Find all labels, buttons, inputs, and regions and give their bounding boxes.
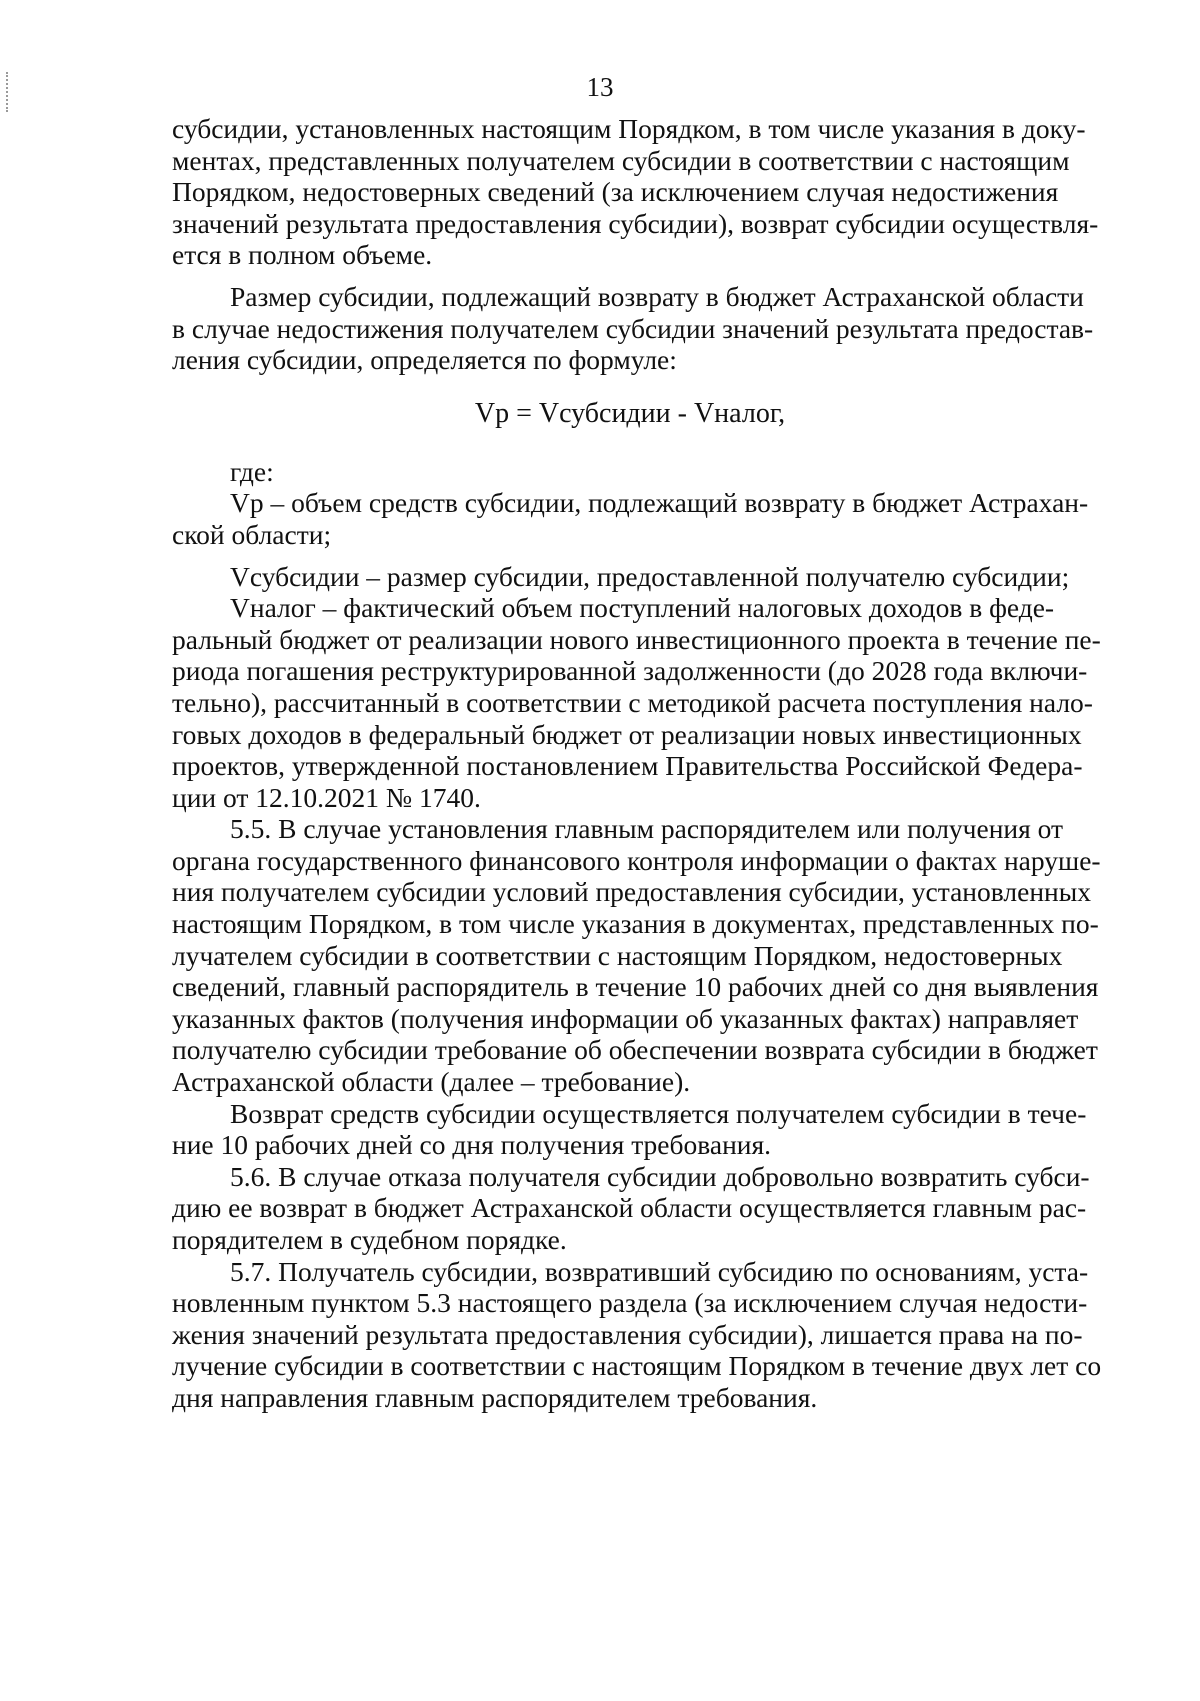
text-line: получателю субсидии требование об обеспечении возврата субсидии в бюджет [172,1034,1098,1066]
text-line: сведений, главный распорядитель в течение 10 рабочих дней со дня выявления [172,971,1099,1003]
text-line: 5.7. Получатель субсидии, возвративший субсидию по основаниям, уста- [230,1255,1089,1287]
text-line: значений результата предоставления субсидии), возврат субсидии осуществля- [172,207,1099,239]
text-line: новленным пунктом 5.3 настоящего раздела (за исключением случая недости- [172,1287,1088,1319]
formula: Vр = Vсубсидии - Vналог, [474,397,786,429]
definition-vsubsidy [172,560,1070,593]
paragraph-return-period [172,1097,1087,1161]
text-line: 5.6. В случае отказа получателя субсидии добровольно возвратить субси- [230,1160,1090,1192]
text-line: ской области; [172,518,332,550]
text-line: Порядком, недостоверных сведений (за исключением случая недостижения [172,176,1059,208]
paragraph-refund-size [172,280,1094,376]
definition-vr [172,487,1089,550]
text-line: Vналог – фактический объем поступлений налоговых доходов в феде- [230,592,1055,624]
text-line: ется в полном объеме. [172,239,433,271]
paragraph-5-7 [172,1255,1102,1414]
text-line: настоящим Порядком, в том числе указания в документах, представленных по- [172,908,1099,940]
text-line: органа государственного финансового контроля информации о фактах наруше- [172,844,1101,876]
text-line: риода погашения реструктурированной задолженности (до 2028 года включи- [172,655,1088,687]
text-line: ральный бюджет от реализации нового инвестиционного проекта в течение пе- [172,623,1101,655]
page-number: 13 [586,72,614,102]
text-line: Размер субсидии, подлежащий возврату в бюджет Астраханской области [230,280,1084,312]
text-line: проектов, утвержденной постановлением Правительства Российской Федера- [172,750,1083,782]
text-line: ментах, представленных получателем субсидии в соответствии с настоящим [172,144,1070,176]
text-line: ния получателем субсидии условий предоставления субсидии, установленных [172,876,1091,908]
text-line: 5.5. В случае установления главным распорядителем или получения от [230,813,1064,845]
text-line: тельно), рассчитанный в соответствии с методикой расчета поступления нало- [172,686,1093,718]
text-line: Vсубсидии – размер субсидии, предоставленной получателю субсидии; [230,560,1070,592]
text-line: Возврат средств субсидии осуществляется получателем субсидии в тече- [230,1097,1087,1129]
definition-vtax [172,592,1101,813]
paragraph-continuation [172,113,1099,271]
where-label: где: [230,455,274,487]
paragraph-5-6 [172,1160,1090,1256]
text-line: ции от 12.10.2021 № 1740. [172,781,481,813]
text-line: ние 10 рабочих дней со дня получения требования. [172,1129,772,1161]
text-line: говых доходов в федеральный бюджет от реализации новых инвестиционных [172,718,1082,750]
text-line: субсидии, установленных настоящим Порядком, в том числе указания в доку- [172,113,1086,144]
text-line: жения значений результата предоставления субсидии), лишается права на по- [172,1318,1083,1350]
text-line: Vр – объем средств субсидии, подлежащий возврату в бюджет Астрахан- [230,487,1089,519]
text-line: лучателем субсидии в соответствии с настоящим Порядком, недостоверных [172,939,1063,971]
text-line: лучение субсидии в соответствии с настоящим Порядком в течение двух лет со [172,1350,1102,1382]
text-line: указанных фактов (получения информации об указанных фактах) направляет [172,1002,1079,1034]
document-body [172,113,1102,1414]
text-line: Астраханской области (далее – требование). [172,1066,691,1098]
text-line: в случае недостижения получателем субсидии значений результата предостав- [172,312,1094,344]
text-line: ления субсидии, определяется по формуле: [172,344,677,376]
text-line: дня направления главным распорядителем требования. [172,1381,818,1413]
paragraph-5-5 [172,813,1101,1098]
text-line: дию ее возврат в бюджет Астраханской области осуществляется главным рас- [172,1192,1087,1224]
text-line: порядителем в судебном порядке. [172,1224,567,1255]
